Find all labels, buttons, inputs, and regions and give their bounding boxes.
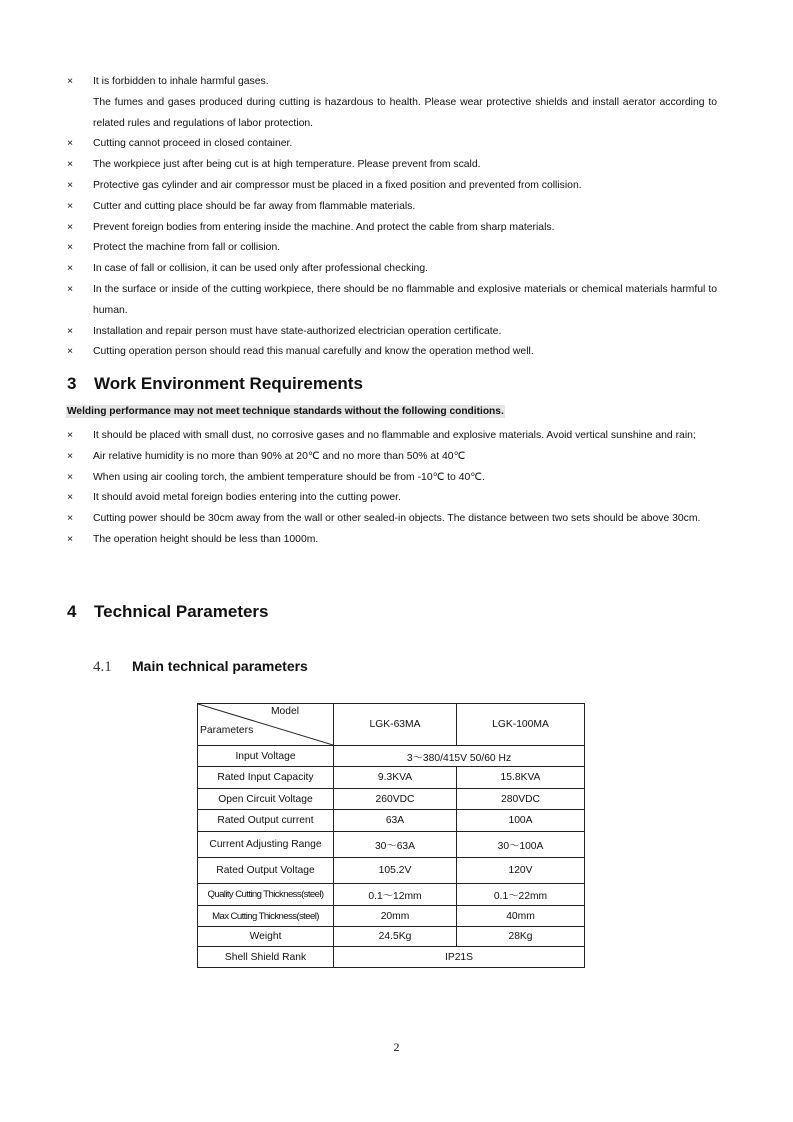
parameter-value: 28Kg xyxy=(457,927,585,947)
section-number: 4.1 xyxy=(93,659,112,675)
list-item-text: When using air cooling torch, the ambient temperature should be from -10℃ to 40℃. xyxy=(93,471,485,483)
parameter-value: 260VDC xyxy=(334,789,457,810)
list-item-note: The fumes and gases produced during cutting is hazardous to health. Please wear protective shields and install aerator according to related rules and regulations of labor protection. xyxy=(93,96,717,129)
list-item xyxy=(67,280,717,322)
parameter-value: 0.1～12mm xyxy=(334,884,457,906)
parameter-value: 30～100A xyxy=(457,832,585,858)
list-item xyxy=(67,468,717,489)
list-item xyxy=(67,447,717,468)
cross-bullet-icon: × xyxy=(67,492,74,504)
parameter-value: 9.3KVA xyxy=(334,767,457,789)
list-item-text: Protect the machine from fall or collision. xyxy=(93,242,281,254)
parameter-label: Input Voltage xyxy=(198,746,334,767)
table-row xyxy=(198,746,585,767)
list-item xyxy=(67,155,717,176)
cross-bullet-icon: × xyxy=(67,346,74,358)
table-row xyxy=(198,832,585,858)
table-row xyxy=(198,884,585,906)
parameter-value: 100A xyxy=(457,810,585,832)
cross-bullet-icon: × xyxy=(67,200,74,212)
safety-list xyxy=(67,72,717,363)
section-number: 3 xyxy=(67,374,77,393)
list-item-text: Installation and repair person must have state-authorized electrician operation certificate. xyxy=(93,325,502,337)
parameter-label: Shell Shield Rank xyxy=(198,947,334,968)
list-item xyxy=(67,218,717,239)
list-item-text: The workpiece just after being cut is at high temperature. Please prevent from scald. xyxy=(93,159,481,171)
list-item xyxy=(67,197,717,218)
list-item-text: Cutting cannot proceed in closed container. xyxy=(93,138,293,150)
parameter-value: 105.2V xyxy=(334,858,457,884)
parameter-value: 40mm xyxy=(457,906,585,927)
parameter-label: Rated Output Voltage xyxy=(198,858,334,884)
parameter-label: Weight xyxy=(198,927,334,947)
table-row xyxy=(198,927,585,947)
parameter-label: Rated Input Capacity xyxy=(198,767,334,789)
section-title: Technical Parameters xyxy=(94,602,269,621)
list-item xyxy=(67,342,717,363)
list-item-text: Prevent foreign bodies from entering inside the machine. And protect the cable from sharp materials. xyxy=(93,221,555,233)
cross-bullet-icon: × xyxy=(67,283,74,295)
page-number: 2 xyxy=(393,1040,400,1054)
parameter-value: 0.1～22mm xyxy=(457,884,585,906)
cross-bullet-icon: × xyxy=(67,471,74,483)
parameters-label: Parameters xyxy=(200,725,254,736)
list-item xyxy=(67,322,717,343)
list-item-text: Cutter and cutting place should be far away from flammable materials. xyxy=(93,200,416,212)
corner-cell xyxy=(198,704,334,746)
parameter-label: Rated Output current xyxy=(198,810,334,832)
cross-bullet-icon: × xyxy=(67,242,74,254)
list-item xyxy=(67,72,717,93)
parameter-value: 15.8KVA xyxy=(457,767,585,789)
parameter-label: Max Cutting Thickness(steel) xyxy=(198,906,334,927)
list-item-text: It should be placed with small dust, no corrosive gases and no flammable and explosive materials. Avoid vertical sunshine and rain; xyxy=(93,430,696,441)
parameter-value: 280VDC xyxy=(457,789,585,810)
parameter-value: 63A xyxy=(334,810,457,832)
cross-bullet-icon: × xyxy=(67,450,74,462)
list-item xyxy=(67,426,717,447)
section-3-heading xyxy=(67,374,363,394)
section-title: Main technical parameters xyxy=(132,658,308,674)
cross-bullet-icon: × xyxy=(67,430,74,441)
section-4-heading xyxy=(67,602,269,622)
parameter-label: Open Circuit Voltage xyxy=(198,789,334,810)
parameter-value: 20mm xyxy=(334,906,457,927)
list-item-text: Protective gas cylinder and air compressor must be placed in a fixed position and prevented from collision. xyxy=(93,179,582,191)
table-row xyxy=(198,858,585,884)
model-header: LGK-63MA xyxy=(334,704,457,746)
list-item-text: Air relative humidity is no more than 90% at 20℃ and no more than 50% at 40℃ xyxy=(93,450,466,462)
list-item xyxy=(67,176,717,197)
parameter-value: 30～63A xyxy=(334,832,457,858)
list-item xyxy=(67,530,717,551)
parameter-value: 24.5Kg xyxy=(334,927,457,947)
list-item-text: Cutting power should be 30cm away from the wall or other sealed-in objects. The distance between two sets should be above 30cm. xyxy=(93,513,701,525)
environment-list xyxy=(67,426,717,551)
list-item-text: The operation height should be less than 1000m. xyxy=(93,533,319,545)
model-label: Model xyxy=(270,706,299,717)
list-item xyxy=(67,134,717,155)
list-item-text: It should avoid metal foreign bodies entering into the cutting power. xyxy=(93,492,401,504)
list-item xyxy=(67,238,717,259)
cross-bullet-icon: × xyxy=(67,179,74,191)
table-row xyxy=(198,767,585,789)
model-header: LGK-100MA xyxy=(457,704,585,746)
cross-bullet-icon: × xyxy=(67,138,74,150)
list-item-text: Cutting operation person should read this manual carefully and know the operation method well. xyxy=(93,346,534,358)
cross-bullet-icon: × xyxy=(67,325,74,337)
cross-bullet-icon: × xyxy=(67,76,74,87)
conditions-note: Welding performance may not meet technique standards without the following conditions. xyxy=(67,406,504,417)
table-row xyxy=(198,789,585,810)
table-row xyxy=(198,947,585,968)
cross-bullet-icon: × xyxy=(67,533,74,545)
cross-bullet-icon: × xyxy=(67,159,74,171)
parameter-label: Current Adjusting Range xyxy=(198,832,334,858)
list-item-text: It is forbidden to inhale harmful gases. xyxy=(93,76,269,87)
list-item-text: In case of fall or collision, it can be used only after professional checking. xyxy=(93,263,428,275)
section-title: Work Environment Requirements xyxy=(94,374,363,393)
table-row xyxy=(198,906,585,927)
parameter-value: IP21S xyxy=(334,947,585,968)
cross-bullet-icon: × xyxy=(67,263,74,275)
parameter-value: 120V xyxy=(457,858,585,884)
list-item xyxy=(67,488,717,509)
section-4-1-heading xyxy=(93,658,308,676)
parameter-value: 3～380/415V 50/60 Hz xyxy=(334,746,585,767)
table-header-row xyxy=(198,704,585,746)
parameter-label: Quality Cutting Thickness(steel) xyxy=(198,884,334,906)
list-item xyxy=(67,259,717,280)
cross-bullet-icon: × xyxy=(67,513,74,525)
parameters-table xyxy=(197,703,585,968)
cross-bullet-icon: × xyxy=(67,221,74,233)
table-row xyxy=(198,810,585,832)
section-number: 4 xyxy=(67,602,77,621)
list-item xyxy=(67,509,717,530)
list-item-text: In the surface or inside of the cutting workpiece, there should be no flammable and explosive materials or chemical materials harmful to human. xyxy=(93,283,717,316)
